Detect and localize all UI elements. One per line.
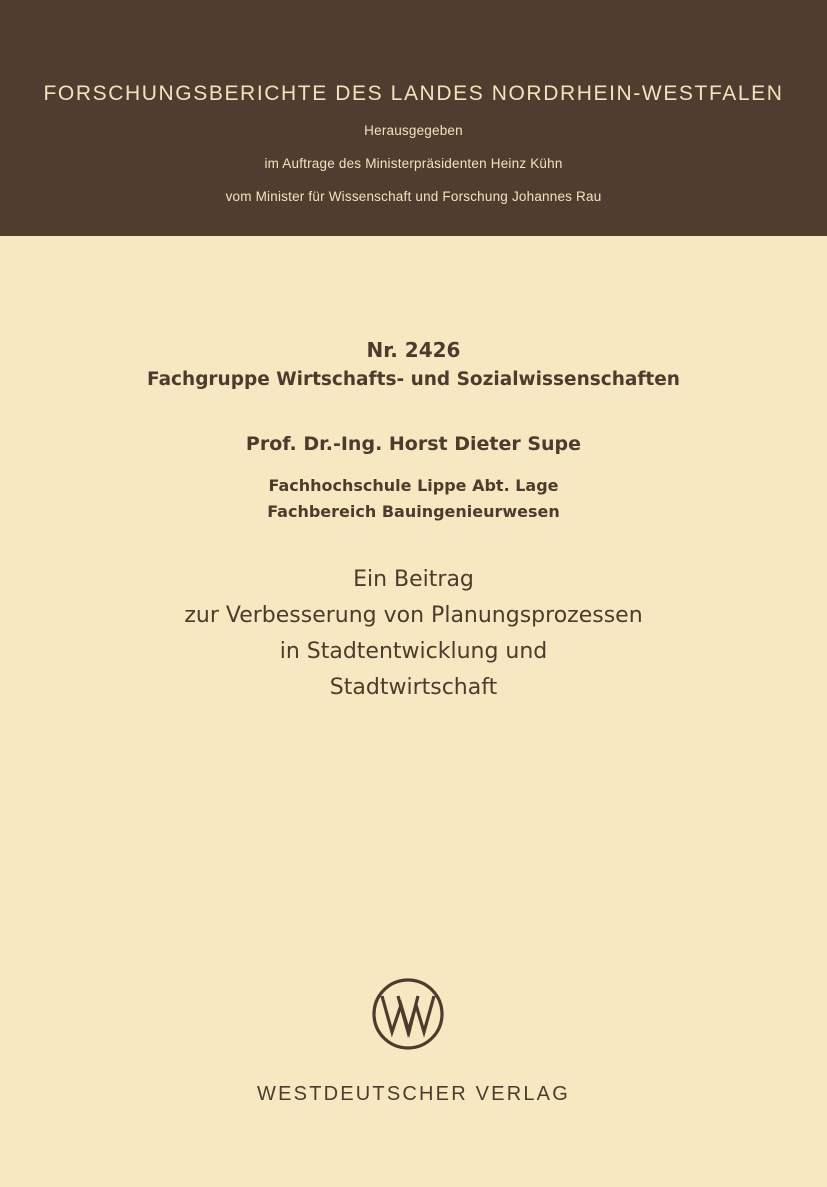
report-number: Nr. 2426: [366, 338, 461, 362]
header-line-editor: Herausgegeben: [364, 123, 463, 138]
book-title-line: in Stadtentwicklung und: [279, 639, 548, 664]
book-title-line: zur Verbesserung von Planungsprozessen: [184, 603, 643, 628]
author-institution-line1: Fachhochschule Lippe Abt. Lage: [268, 476, 559, 495]
series-title: FORSCHUNGSBERICHTE DES LANDES NORDRHEIN-WESTFALEN: [43, 82, 784, 105]
cover-header-band: [0, 0, 827, 236]
header-line-commission: im Auftrage des Ministerpräsidenten Heinz Kühn: [264, 156, 563, 171]
author-institution-line2: Fachbereich Bauingenieurwesen: [267, 502, 560, 521]
book-title-line: Ein Beitrag: [353, 567, 474, 592]
header-line-minister: vom Minister für Wissenschaft und Forschung Johannes Rau: [225, 189, 602, 204]
book-title-line: Stadtwirtschaft: [329, 675, 498, 700]
author-name: Prof. Dr.-Ing. Horst Dieter Supe: [245, 433, 582, 455]
report-group: Fachgruppe Wirtschafts- und Sozialwissenschaften: [147, 369, 680, 390]
publisher-logo-icon: [371, 977, 445, 1051]
publisher-name: WESTDEUTSCHER VERLAG: [257, 1083, 570, 1105]
book-title: [0, 562, 827, 706]
